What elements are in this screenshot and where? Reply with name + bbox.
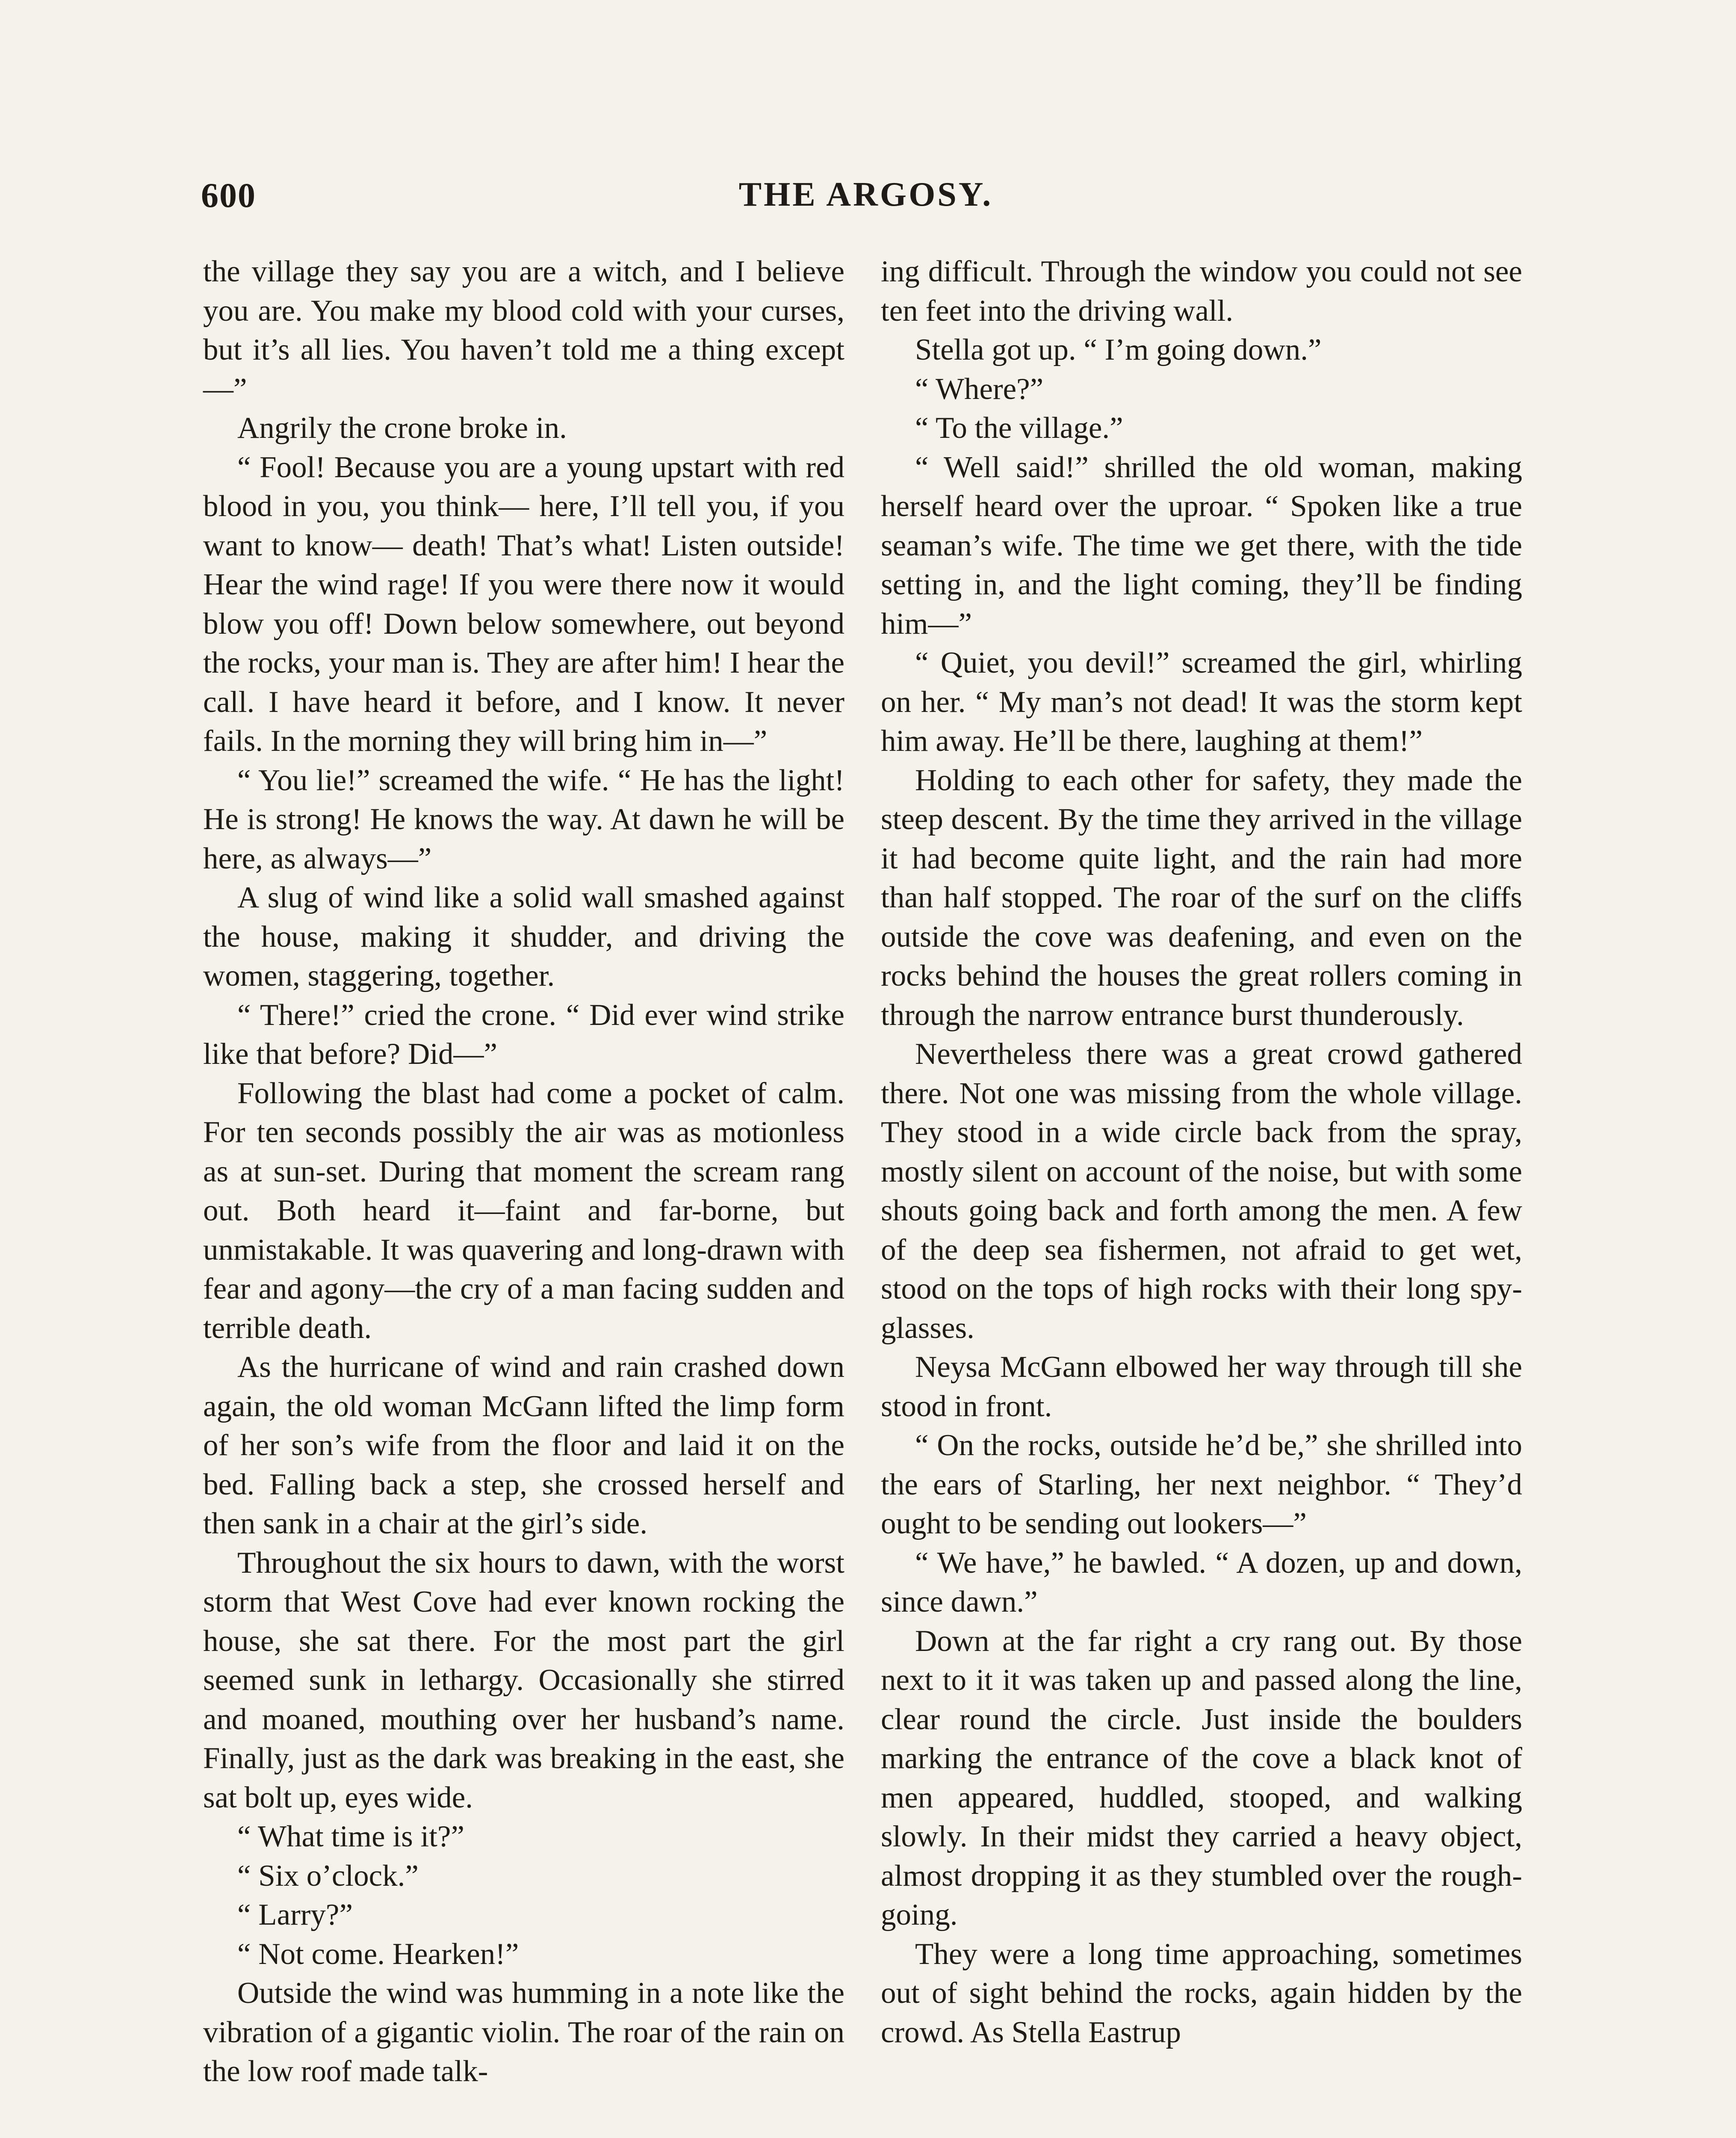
paragraph: As the hurricane of wind and rain crashed down again, the old woman McGann lifted the limp form of her son’s wife from the floor and laid it on the bed. Falling back a step, she crossed herself and then sank in a chair at the girl’s side.: [203, 1350, 844, 1540]
paragraph: “ Well said!” shrilled the old woman, making herself heard over the uproar. “ Spoken like a true seaman’s wife. The time we get there, with the tide setting in, and the light coming, they’ll be finding him—”: [881, 450, 1522, 641]
paragraph: “ Six o’clock.”: [237, 1859, 419, 1893]
paragraph: They were a long time approaching, sometimes out of sight behind the rocks, again hidden by the crowd. As Stella Eastrup: [881, 1937, 1522, 2049]
paragraph: “ Not come. Hearken!”: [237, 1937, 519, 1971]
right-column: [881, 252, 1522, 2052]
paragraph: Angrily the crone broke in.: [237, 411, 567, 445]
paragraph: “ You lie!” screamed the wife. “ He has the light! He is strong! He knows the way. At dawn he will be here, as always—”: [203, 763, 844, 875]
paragraph: “ On the rocks, outside he’d be,” she shrilled into the ears of Starling, her next neighbor. “ They’d ought to be sending out lookers—”: [881, 1429, 1522, 1540]
paragraph: “ We have,” he bawled. “ A dozen, up and down, since dawn.”: [881, 1546, 1522, 1618]
paragraph: A slug of wind like a solid wall smashed against the house, making it shudder, and driving the women, staggering, together.: [203, 881, 844, 992]
paragraph: “ Fool! Because you are a young upstart with red blood in you, you think— here, I’ll tell you, if you want to know— death! That’s what! Listen outside! Hear the wind rage! If you were there now it would blow you off! Down below somewhere, out beyond the rocks, your man is. They are after him! I hear the call. I have heard it before, and I know. It never fails. In the morning they will bring him in—”: [203, 450, 844, 758]
paragraph: “ To the village.”: [915, 411, 1123, 445]
paragraph: Neysa McGann elbowed her way through till she stood in front.: [881, 1350, 1522, 1423]
page-number: 600: [201, 176, 256, 215]
paragraph: Outside the wind was humming in a note like the vibration of a gigantic violin. The roar of the rain on the low roof made talk-: [203, 1976, 844, 2088]
paragraph: “ There!” cried the crone. “ Did ever wind strike like that before? Did—”: [203, 998, 844, 1071]
paragraph: Holding to each other for safety, they made the steep descent. By the time they arrived in the village it had become quite light, and the rain had more than half stopped. The roar of the surf on the cliffs outside the cove was deafening, and even on the rocks behind the houses the great rollers coming in through the narrow entrance burst thunderously.: [881, 763, 1522, 1032]
paragraph: “ Quiet, you devil!” screamed the girl, whirling on her. “ My man’s not dead! It was the storm kept him away. He’ll be there, laughing at them!”: [881, 646, 1522, 758]
paragraph: “ What time is it?”: [237, 1820, 465, 1853]
running-title: THE ARGOSY.: [738, 176, 993, 213]
paragraph: “ Larry?”: [237, 1898, 353, 1931]
paragraph: Down at the far right a cry rang out. By those next to it it was taken up and passed along the line, clear round the circle. Just inside the boulders marking the entrance of the cove a black knot of men appeared, huddled, stooped, and walking slowly. In their midst they carried a heavy object, almost dropping it as they stumbled over the rough-going.: [881, 1624, 1522, 1931]
paragraph: “ Where?”: [915, 372, 1044, 406]
paragraph: Throughout the six hours to dawn, with the worst storm that West Cove had ever known rocking the house, she sat there. For the most part the girl seemed sunk in lethargy. Occasionally she stirred and moaned, mouthing over her husband’s name. Finally, just as the dark was breaking in the east, she sat bolt up, eyes wide.: [203, 1546, 844, 1814]
paragraph: Nevertheless there was a great crowd gathered there. Not one was missing from the whole village. They stood in a wide circle back from the spray, mostly silent on account of the noise, but with some shouts going back and forth among the men. A few of the deep sea fishermen, not afraid to get wet, stood on the tops of high rocks with their long spy-glasses.: [881, 1037, 1522, 1345]
paragraph: Stella got up. “ I’m going down.”: [915, 333, 1322, 366]
left-column: [203, 252, 844, 2091]
page-header: [201, 175, 1531, 222]
paragraph: ing difficult. Through the window you could not see ten feet into the driving wall.: [881, 255, 1522, 328]
paragraph: the village they say you are a witch, and I believe you are. You make my blood cold with your curses, but it’s all lies. You haven’t told me a thing except—”: [203, 255, 844, 406]
paragraph: Following the blast had come a pocket of calm. For ten seconds possibly the air was as motionless as at sun-set. During that moment the scream rang out. Both heard it—faint and far-borne, but unmistakable. It was quavering and long-drawn with fear and agony—the cry of a man facing sudden and terrible death.: [203, 1076, 844, 1345]
